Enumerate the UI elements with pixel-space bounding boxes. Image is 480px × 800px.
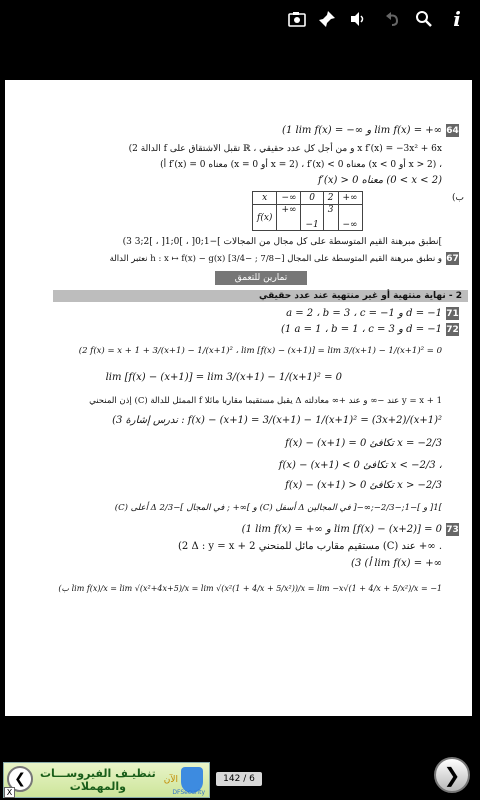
section-title: 2 - نهاية منتهية أو غير منتهية عند عدد حقيقي [53, 290, 468, 302]
ex71-line: a = 2 ، b = 3 ، c = −1 و d = −1 [286, 308, 442, 319]
search-icon[interactable] [411, 6, 437, 32]
table-cell: −1 [301, 205, 323, 231]
page-counter: 142 / 6 [216, 772, 262, 786]
table-cell: +∞ [338, 192, 362, 205]
ad-line1: تنظيـف الفيروســـات [39, 767, 156, 780]
ad-text[interactable] [32, 767, 164, 793]
ad-banner[interactable] [3, 762, 210, 798]
pin-icon[interactable] [314, 6, 340, 32]
ex64-line5: (3 نطبق مبرهنة القيم المتوسطة على كل مجال من المجالات ]−1;0[ ، ]0;1[ ، ]2;3[ [122, 237, 442, 247]
ex72-line8: f(x) − (x+1) > 0 تكافئ x > −2/3 [285, 480, 442, 491]
ex72-line9: (C) أعلى Δ في المجال ]−2/3 ; +∞[ و (C) أسفل Δ في المجالين ]−∞;−1[ و ]−1;−2/3[ [114, 503, 442, 513]
undo-icon[interactable] [380, 6, 406, 32]
table-cell: +∞ [277, 205, 301, 231]
ex64-line1: (1 lim f(x) = −∞ و lim f(x) = +∞ [282, 125, 442, 136]
ex72-line2: (2 f(x) = x + 1 + 3/(x+1) − 1/(x+1)² ، lim [f(x) − (x+1)] = lim 3/(x+1) − 1/(x+1)² = 0 [78, 346, 442, 356]
ex73-line1: (1 lim f(x) = +∞ و lim [f(x) − (x+2)] = 0 [241, 524, 442, 535]
ad-brand: DFSecurity [172, 789, 205, 796]
ad-arrow-icon[interactable]: ❮ [7, 766, 33, 792]
ex64-line2: (2 الدالة f تقبل الاشتقاق على ℝ ، و من أجل كل عدد حقيقي x f′(x) = −3x² + 6x [128, 144, 442, 154]
exercise-number-71: 71 [446, 308, 459, 319]
volume-icon[interactable] [345, 6, 371, 32]
table-cell: −∞ [338, 205, 362, 231]
table-cell: 0 [301, 192, 323, 205]
ex64-line4: f′(x) > 0 معناه (0 < x < 2) [317, 175, 442, 186]
table-cell: −∞ [277, 192, 301, 205]
ex72-line5: (3 ندرس إشارة : f(x) − (x+1) = 3/(x+1) − 1/(x+1)² = (3x+2)/(x+1)² [112, 415, 442, 426]
next-page-button[interactable] [434, 757, 470, 793]
ex73-line2: (2 Δ : y = x + 2 مستقيم مقارب مائل للمنحني (C) عند +∞ . [178, 541, 442, 552]
ex72-line1: (1 a = 1 ، b = 1 ، c = 3 و d = −1 [281, 324, 442, 335]
document-page[interactable] [5, 80, 472, 716]
ex72-line7: f(x) − (x+1) < 0 تكافئ x < −2/3 ، [278, 460, 442, 471]
ex72-line4: إذن المنحني (C) الممثل للدالة f يقبل مستقيما مقاربا مائلا Δ عند −∞ و عند +∞ معادلته y = x + 1 [89, 396, 442, 406]
table-cell: 2 [323, 192, 338, 205]
ex73-line3: (3 (أ lim f(x) = +∞ [351, 558, 442, 569]
ad-side-label: الآن [163, 775, 178, 785]
ex73-line4: (ب lim f(x)/x = lim √(x²+4x+5)/x = lim √(x²(1 + 4/x + 5/x²))/x = lim −x√(1 + 4/x + 5/x²)/x = −1 [58, 584, 442, 593]
variation-table [252, 191, 363, 231]
exercise-number-73: 73 [446, 524, 459, 535]
exercise-number-72: 72 [446, 324, 459, 335]
ex72-line3: lim [f(x) − (x+1)] = lim 3/(x+1) − 1/(x+1)² = 0 [105, 372, 342, 383]
table-cell: f(x) [253, 205, 277, 231]
table-cell: x [253, 192, 277, 205]
table-cell: 3 [323, 205, 338, 231]
exercise-number-67: 67 [446, 253, 459, 264]
ex64-table-label: (ب [452, 193, 464, 203]
exercises-title: تمارين للتعمق [215, 271, 307, 285]
ex64-line3: (أ f′(x) = 0 معناه (x = 0 أو x = 2) ، f′(x) < 0 معناه (x < 0 أو x > 2) ، [160, 160, 442, 170]
chevron-right-icon: ❯ [443, 763, 461, 787]
ex72-line6: f(x) − (x+1) = 0 تكافئ x = −2/3 [285, 438, 442, 449]
top-toolbar [0, 0, 480, 38]
ad-line2: والمهملات [69, 780, 126, 793]
ad-close-icon[interactable]: X [4, 787, 15, 798]
info-icon[interactable]: i [453, 7, 461, 31]
exercise-number-64: 64 [446, 125, 459, 136]
gallery-icon[interactable] [284, 6, 310, 32]
ex67-line: نعتبر الدالة h : x ↦ f(x) − g(x) و نطبق مبرهنة القيم المتوسطة على المجال [−7/8 ; −3/4] [109, 254, 442, 264]
